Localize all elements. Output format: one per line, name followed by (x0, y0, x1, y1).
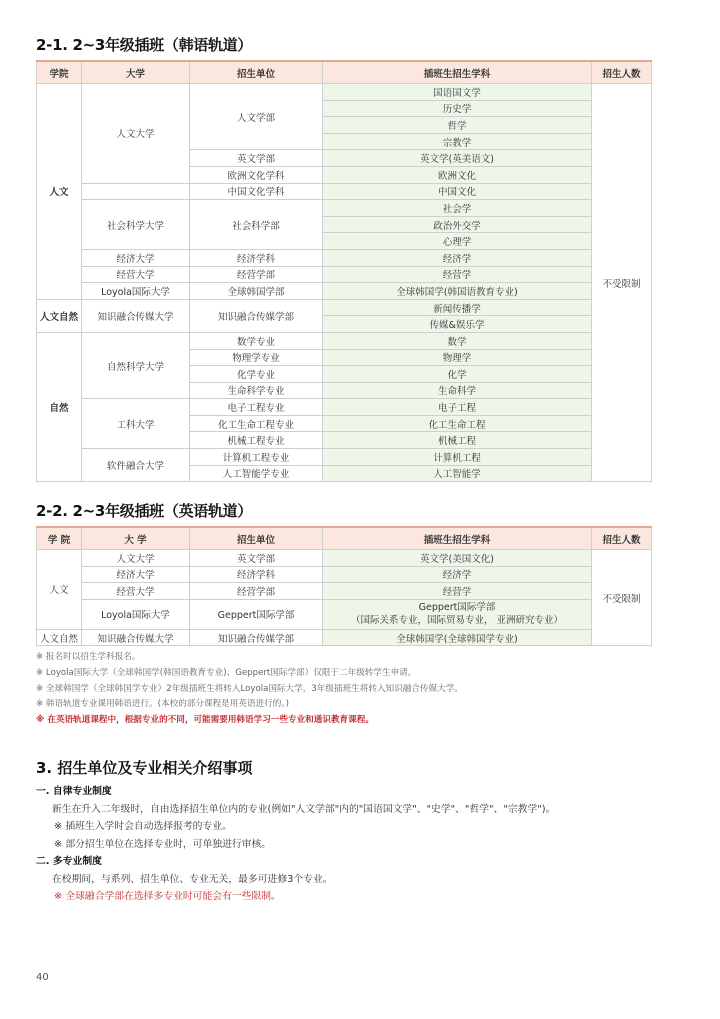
note-highlight: ※ 全球融合学部在选择多专业时可能会有一些限制。 (54, 891, 281, 902)
table-row (37, 249, 652, 266)
department-cell: 历史学 (323, 100, 592, 117)
department-cell: 人工智能学 (323, 465, 592, 482)
note: ※ 插班生入学时会自动选择报考的专业。 (54, 821, 232, 832)
table-row (37, 550, 652, 567)
paragraph: 在校期间，与系列、招生单位、专业无关，最多可进修3个专业。 (52, 873, 333, 885)
table-row (37, 266, 652, 283)
paragraph: 新生在升入二年级时，自由选择招生单位内的专业(例如"人文学部"内的"国语国文学"、"史学"、"哲学"、"宗教学")。 (52, 803, 556, 815)
unit-cell: 计算机工程专业 (190, 449, 323, 466)
table-row (37, 299, 652, 316)
unit-cell: 人文学部 (190, 84, 323, 150)
unit-cell: 化学专业 (190, 366, 323, 383)
unit-cell: 经营学部 (190, 266, 323, 283)
table-row (37, 84, 652, 101)
section3-title: 3. 招生单位及专业相关介绍事项 (36, 759, 253, 777)
table-row (37, 449, 652, 466)
korean-track-table (36, 60, 652, 482)
note-highlight: ※ 在英语轨道课程中，根据专业的不同，可能需要用韩语学习一些专业和通识教育课程。 (36, 715, 374, 726)
university-cell: 自然科学大学 (82, 332, 190, 398)
department-cell: 全球韩国学(全球韩国学专业) (323, 629, 592, 646)
header-department: 插班生招生学科 (323, 527, 592, 550)
university-cell: 知识融合传媒大学 (82, 299, 190, 332)
department-cell: 欧洲文化 (323, 166, 592, 183)
university-cell: 知识融合传媒大学 (82, 629, 190, 646)
college-cell: 人文 (37, 84, 82, 300)
university-cell: 社会科学大学 (82, 200, 190, 250)
unit-cell: 全球韩国学部 (190, 283, 323, 300)
department-cell: 电子工程 (323, 399, 592, 416)
table-row (37, 566, 652, 583)
department-cell: 心理学 (323, 233, 592, 250)
table-row (37, 629, 652, 646)
subheading: 一. 自律专业制度 (36, 786, 112, 797)
note: ※ 部分招生单位在选择专业时，可单独进行审核。 (54, 838, 272, 850)
college-cell: 人文自然 (37, 629, 82, 646)
department-cell: 英文学(美国文化) (323, 550, 592, 567)
university-cell: 经济大学 (82, 249, 190, 266)
header-college: 学 院 (37, 527, 82, 550)
note: ※ 韩语轨道专业课用韩语进行。(本校的部分课程是用英语进行的。) (36, 699, 289, 710)
header-unit: 招生单位 (190, 61, 323, 84)
header-university: 大学 (82, 61, 190, 84)
table-row (37, 583, 652, 600)
table-row (37, 183, 652, 200)
department-cell: 经营学 (323, 583, 592, 600)
header-quota: 招生人数 (592, 527, 652, 550)
department-cell: 政治外交学 (323, 216, 592, 233)
unit-cell: 电子工程专业 (190, 399, 323, 416)
section2-title: 2-2. 2~3年级插班（英语轨道） (36, 502, 253, 520)
department-cell: 新闻传播学 (323, 299, 592, 316)
department-majors: （国际关系专业，国际贸易专业， 亚洲研究专业） (350, 615, 564, 627)
university-cell: 经营大学 (82, 266, 190, 283)
department-cell: 英文学(英美语文) (323, 150, 592, 167)
university-cell (82, 183, 190, 200)
header-college: 学院 (37, 61, 82, 84)
university-cell: 软件融合大学 (82, 449, 190, 482)
unit-cell: 生命科学专业 (190, 382, 323, 399)
note: ※ Loyola国际大学（全球韩国学(韩国语教育专业)、Geppert国际学部）仅限于二年级转学生申请。 (36, 667, 417, 678)
unit-cell: 知识融合传媒学部 (190, 629, 323, 646)
subheading: 二. 多专业制度 (36, 856, 102, 867)
unit-cell: 欧洲文化学科 (190, 166, 323, 183)
unit-cell: 经济学科 (190, 249, 323, 266)
section3-body (36, 783, 555, 906)
quota-cell: 不受限制 (592, 84, 652, 482)
table-row (37, 332, 652, 349)
unit-cell: 经济学科 (190, 566, 323, 583)
note: ※ 报名时以招生学科报名。 (36, 652, 141, 662)
department-cell: 机械工程 (323, 432, 592, 449)
department-cell: 数学 (323, 332, 592, 349)
department-cell: 宗教学 (323, 133, 592, 150)
unit-cell: 人工智能学专业 (190, 465, 323, 482)
college-cell: 人文 (37, 550, 82, 630)
unit-cell: 数学专业 (190, 332, 323, 349)
college-cell: 人文自然 (37, 299, 82, 332)
unit-cell: Geppert国际学部 (190, 599, 323, 629)
quota-cell: 不受限制 (592, 550, 652, 646)
department-cell: 中国文化 (323, 183, 592, 200)
unit-cell: 英文学部 (190, 550, 323, 567)
table-header-row (37, 527, 652, 550)
university-cell: 工科大学 (82, 399, 190, 449)
department-cell: 经济学 (323, 249, 592, 266)
header-quota: 招生人数 (592, 61, 652, 84)
university-cell: Loyola国际大学 (82, 599, 190, 629)
unit-cell: 物理学专业 (190, 349, 323, 366)
unit-cell: 知识融合传媒学部 (190, 299, 323, 332)
department-cell: 化学 (323, 366, 592, 383)
unit-cell: 中国文化学科 (190, 183, 323, 200)
unit-cell: 经营学部 (190, 583, 323, 600)
table-row (37, 200, 652, 217)
department-cell: 经济学 (323, 566, 592, 583)
header-unit: 招生单位 (190, 527, 323, 550)
university-cell: 经济大学 (82, 566, 190, 583)
table-row (37, 399, 652, 416)
university-cell: 人文大学 (82, 84, 190, 184)
department-cell: 经营学 (323, 266, 592, 283)
section1-title: 2-1. 2~3年级插班（韩语轨道） (36, 36, 253, 54)
department-cell: 国语国文学 (323, 84, 592, 101)
department-cell: 生命科学 (323, 382, 592, 399)
department-cell: 哲学 (323, 117, 592, 134)
department-name: Geppert国际学部 (418, 602, 496, 614)
header-university: 大 学 (82, 527, 190, 550)
table-header-row (37, 61, 652, 84)
header-department: 插班生招生学科 (323, 61, 592, 84)
department-cell: 化工生命工程 (323, 415, 592, 432)
note: ※ 全球韩国学（全球韩国学专业）2年级插班生将转入Loyola国际大学，3年级插班生将转入知识融合传媒大学。 (36, 683, 463, 694)
department-cell: 传媒&娱乐学 (323, 316, 592, 333)
university-cell: 人文大学 (82, 550, 190, 567)
unit-cell: 社会科学部 (190, 200, 323, 250)
english-track-table (36, 526, 652, 646)
page-number: 40 (36, 972, 49, 983)
university-cell: 经营大学 (82, 583, 190, 600)
unit-cell: 化工生命工程专业 (190, 415, 323, 432)
department-cell: 社会学 (323, 200, 592, 217)
department-cell: 物理学 (323, 349, 592, 366)
department-cell (323, 599, 592, 629)
college-cell: 自然 (37, 332, 82, 481)
table-row (37, 599, 652, 629)
unit-cell: 英文学部 (190, 150, 323, 167)
university-cell: Loyola国际大学 (82, 283, 190, 300)
table-row (37, 283, 652, 300)
unit-cell: 机械工程专业 (190, 432, 323, 449)
department-cell: 全球韩国学(韩国语教育专业) (323, 283, 592, 300)
notes-block (36, 650, 463, 729)
department-cell: 计算机工程 (323, 449, 592, 466)
